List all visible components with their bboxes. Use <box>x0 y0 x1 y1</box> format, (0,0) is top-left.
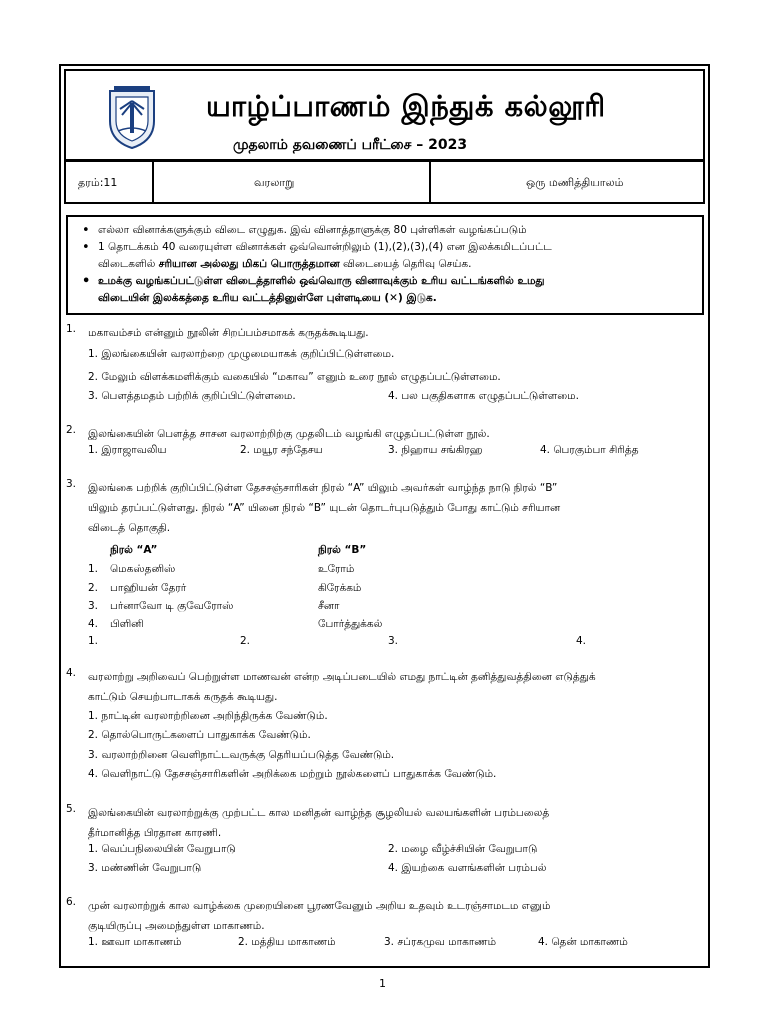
question-line-2: காட்டும் செயற்பாடாகக் கருதக் கூடியது. <box>88 691 278 703</box>
column-b-cell: உரோம் <box>318 563 355 575</box>
option-3[interactable]: 3. பௌத்தமதம் பற்றிக் குறிப்பிட்டுள்ளமை. <box>88 390 296 402</box>
option-4[interactable]: 4. <box>576 635 587 647</box>
option-2[interactable]: 2. தொல்பொருட்களைப் பாதுகாக்க வேண்டும். <box>88 729 311 741</box>
row-number: 2. <box>88 582 99 594</box>
option-2[interactable]: 2. மயூர சந்தேசய <box>240 444 323 456</box>
option-3[interactable]: 3. மண்ணின் வேறுபாடு <box>88 862 202 874</box>
question-line-2: குடியிருப்பு அமைந்துள்ள மாகாணம். <box>88 920 265 932</box>
question-line-1: இலங்கையின் வரலாற்றுக்கு முற்பட்ட கால மனிதன் வாழ்ந்த சூழலியல் வலயங்களின் பரம்பலைத் <box>88 807 550 819</box>
row-number: 3. <box>88 600 99 612</box>
column-b-header: நிரல் “B” <box>318 544 367 556</box>
question-number: 5. <box>66 803 77 815</box>
instruction-2-line-a: • 1 தொடக்கம் 40 வரையுள்ள வினாக்கள் ஒவ்வொன்றிலும் (1),(2),(3),(4) என இலக்கமிடப்பட்ட <box>98 241 552 253</box>
option-2[interactable]: 2. மத்திய மாகாணம் <box>238 936 336 948</box>
duration-cell: ஒரு மணித்தியாலம் <box>526 176 624 189</box>
question-text: இலங்கையின் பௌத்த சாசன வரலாற்றிற்கு முதலிடம் வழங்கி எழுதப்பட்டுள்ள நூல். <box>88 428 490 440</box>
option-4[interactable]: 4. வெளிநாட்டு தேசசஞ்சாரிகளின் அறிக்கை மற்றும் நூல்களைப் பாதுகாக்க வேண்டும். <box>88 768 497 780</box>
question-text <box>88 803 703 843</box>
question-text <box>88 896 703 936</box>
column-b-cell: கிரேக்கம் <box>318 582 362 594</box>
instruction-3 <box>78 273 692 307</box>
question-line-2: தீர்மானித்த பிரதான காரணி. <box>88 827 222 839</box>
option-4[interactable]: 4. பல பகுதிகளாக எழுதப்பட்டுள்ளமை. <box>388 390 579 402</box>
column-a-header: நிரல் “A” <box>110 544 158 556</box>
instruction-2-bold: சரியான அல்லது மிகப் பொருத்தமான <box>158 258 340 270</box>
option-1[interactable]: 1. நாட்டின் வரலாற்றினை அறிந்திருக்க வேண்டும். <box>88 710 328 722</box>
question-text: மகாவம்சம் என்னும் நூலின் சிறப்பம்சமாகக் கருதக்கூடியது. <box>88 327 369 339</box>
instructions-box <box>66 215 704 315</box>
question-text <box>88 478 703 538</box>
option-1[interactable]: 1. வெப்பநிலையின் வேறுபாடு <box>88 843 236 855</box>
instruction-2-post: விடையைத் தெரிவு செய்க. <box>339 258 472 270</box>
question-line-1: முன் வரலாற்றுக் கால வாழ்க்கை முறையினை பூரணவேனும் அறிய உதவும் உடரஞ்சாமடம எனும் <box>88 900 551 912</box>
page-number: 1 <box>379 977 386 990</box>
option-1[interactable]: 1. இராஜாவலிய <box>88 444 167 456</box>
option-1[interactable]: 1. <box>88 635 99 647</box>
column-a-cell: மெகஸ்தனிஸ் <box>110 563 176 575</box>
question-number: 4. <box>66 667 77 679</box>
column-a-cell: பிளினி <box>110 618 144 630</box>
school-crest-icon <box>106 85 158 151</box>
instruction-2 <box>78 239 692 273</box>
question-number: 1. <box>66 323 77 335</box>
option-3[interactable]: 3. <box>388 635 399 647</box>
question-number: 3. <box>66 478 77 490</box>
option-2[interactable]: 2. மேலும் விளக்கமளிக்கும் வகையில் “மகாவ” எனும் உரை நூல் எழுதப்பட்டுள்ளமை. <box>88 371 501 383</box>
row-number: 4. <box>88 618 99 630</box>
option-3[interactable]: 3. நிஹாய சங்கிரஹ <box>388 444 483 456</box>
grade-cell: தரம்:11 <box>66 162 154 202</box>
instruction-2-pre: விடைகளில் <box>98 258 159 270</box>
instruction-3-line-a: • உமக்கு வழங்கப்பட்டுள்ள விடைத்தாளில் ஒவ்வொரு வினாவுக்கும் உரிய வட்டங்களில் உமது <box>98 275 545 287</box>
option-2[interactable]: 2. மழை வீழ்ச்சியின் வேறுபாடு <box>388 843 538 855</box>
option-1[interactable]: 1. இலங்கையின் வரலாற்றை முழுமையாகக் குறிப்பிட்டுள்ளமை. <box>88 348 395 360</box>
header-box <box>64 69 705 161</box>
option-3[interactable]: 3. வரலாற்றினை வெளிநாட்டவருக்கு தெரியப்படுத்த வேண்டும். <box>88 749 395 761</box>
column-b-cell: போர்த்துக்கல் <box>318 618 383 630</box>
question-line-1: வரலாற்று அறிவைப் பெற்றுள்ள மாணவன் என்ற அடிப்படையில் எமது நாட்டின் தனித்துவத்தினை எடுத்துக் <box>88 671 596 683</box>
option-1[interactable]: 1. ஊவா மாகாணம் <box>88 936 182 948</box>
question-line-1: இலங்கை பற்றிக் குறிப்பிட்டுள்ள தேசசஞ்சாரிகள் நிரல் “A” யிலும் அவர்கள் வாழ்ந்த நாடு நிரல் “B” <box>88 482 558 494</box>
option-4[interactable]: 4. பெரகும்பா சிரித்த <box>540 444 639 456</box>
instruction-1: • எல்லா வினாக்களுக்கும் விடை எழுதுக. இவ் வினாத்தாளுக்கு 80 புள்ளிகள் வழங்கப்படும் <box>78 222 692 239</box>
question-number: 6. <box>66 896 77 908</box>
option-2[interactable]: 2. <box>240 635 251 647</box>
column-a-cell: பர்னாவோ டி குவேரோஸ் <box>110 600 234 612</box>
column-b-cell: சீனா <box>318 600 340 612</box>
option-4[interactable]: 4. தென் மாகாணம் <box>538 936 628 948</box>
question-text <box>88 667 703 707</box>
option-3[interactable]: 3. சப்ரகமுவ மாகாணம் <box>384 936 497 948</box>
column-a-cell: பாஹியன் தேரர் <box>110 582 187 594</box>
question-number: 2. <box>66 424 77 436</box>
question-line-2: யிலும் தரப்பட்டுள்ளது. நிரல் “A” யினை நிரல் “B” யுடன் தொடர்புபடுத்தும் போது காட்டும் சரியான <box>88 502 561 514</box>
row-number: 1. <box>88 563 99 575</box>
question-line-3: விடைத் தொகுதி. <box>88 522 171 534</box>
exam-title: முதலாம் தவணைப் பரீட்சை – 2023 <box>233 137 468 153</box>
subject-cell: வரலாறு <box>154 162 431 202</box>
school-name: யாழ்ப்பாணம் இந்துக் கல்லூரி <box>206 89 606 123</box>
instruction-3-line-b: விடையின் இலக்கத்தை உரிய வட்டத்தினுள்ளே புள்ளடியை (✕) இடுக. <box>98 292 437 304</box>
option-4[interactable]: 4. இயற்கை வளங்களின் பரம்பல் <box>388 862 547 874</box>
info-row <box>64 160 705 204</box>
instruction-2-line-b <box>98 256 692 273</box>
